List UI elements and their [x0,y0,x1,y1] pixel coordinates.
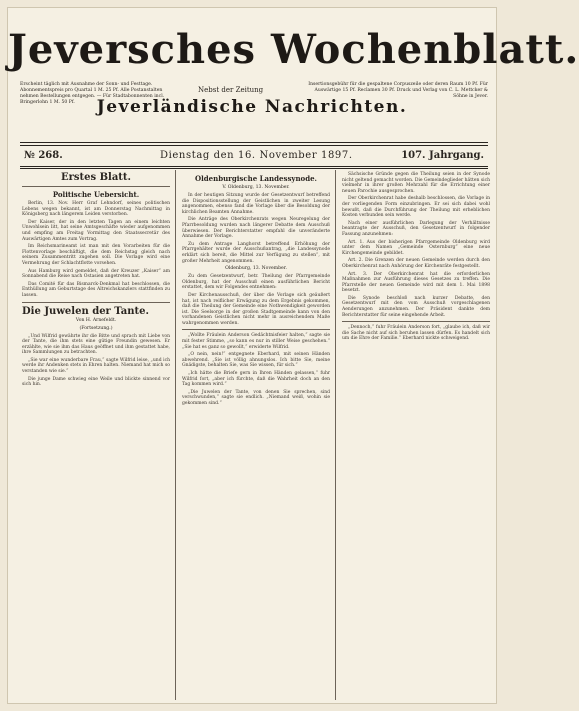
dateline [20,150,488,164]
article-paragraph: Die Anträge des Oberkirchenrats wegen Neuregelung der Pfarrbesoldung wurden nach längerer Debatte dem Ausschuß überwiesen. Der Berichterstatter empfahl die unveränderte Annahme der Vorlage. [182,217,330,240]
newspaper-page [8,8,579,703]
feuilleton-note: (Fortsetzung.) [79,325,113,331]
article-paragraph: Art. 1. Aus der bisherigen Pfarrgemeinde Oldenburg wird unter dem Namen „Gemeinde Osternburg“ eine neue Kirchengemeinde gebildet. [342,239,490,256]
article-heading: Oldenburgische Landessynode. [195,174,317,183]
divider-top-double [20,145,488,146]
column-3 [342,172,490,344]
article-paragraph: Sächsische Gründe gegen die Theilung seien in der Synode nicht geltend gemacht worden. Die Gemeindeglieder hätten sich vielmehr in ihrer großen Mehrzahl für die Errichtung einer neuen Parochie ausgesprochen. [342,172,490,194]
article-paragraph: Der Kirchenausschuß, der über die Vorlage sich geäußert hat, ist nach reiflicher Erwägung zu dem Ergebnis gekommen, daß die Theilung der Gemeinde eine Nothwendigkeit geworden ist. Die Seelsorge in der großen Stadtgemeinde kann von den vorhandenen Geistlichen nicht mehr in ausreichendem Maße wahrgenommen werden. [182,292,330,326]
newspaper-title: Jeversches Wochenblatt. [8,26,579,73]
advertising-info: Insertionsgebühr für die gespaltene Corpuszeile oder deren Raum 10 Pf. Für Auswärtige 15 Pf. Reclamen 30 Pf. Druck und Verlag von C. L. Mettcker & Söhne in Jever. [308,82,488,99]
article-dateline: V. Oldenburg, 13. November. [222,185,290,190]
divider-bottom-double [20,168,488,169]
article-paragraph: Nach einer ausführlichen Darlegung der Verhältnisse beantragte der Ausschuß, den Gesetzentwurf in folgender Fassung anzunehmen: [342,220,490,237]
feuilleton-paragraph: „Und Wilfrid gewährte ihr die Bitte und sprach mit Liebe von der Tante, die ihm stets eine gütige Freundin gewesen. Er erzählte, wie sie ihm das Haus geöffnet und ihm gestattet habe, ihre Sammlungen zu betrachten. [22,333,170,356]
article-paragraph: Berlin, 13. Nov. Herr Graf Lehndorf, seines politischen Lebens wegen bekannt, ist am Donnerstag Nachmittag in Königsberg nach längerem Leiden verstorben. [22,201,170,218]
feuilleton-paragraph: „Wollte Fräulein Anderson Gedächtnisfeier halten,“ sagte sie mit fester Stimme, „so kann es nur in stiller Weise geschehen.“ „Sie hat es ganz so gewollt,“ erwiderte Wilfrid. [182,333,330,350]
feuilleton-paragraph: „O nein, nein!“ entgegnete Eberhard, mit seinen Händen abwehrend. „Sie ist völlig ahnungslos. Ich bitte Sie, meine Gnädigste, behalten Sie, was Sie wissen, für sich.“ [182,352,330,369]
column-divider-2 [335,170,336,700]
feuilleton-paragraph: Die junge Dame schwieg eine Weile und blickte sinnend vor sich hin. [22,376,170,388]
article-paragraph: Zu dem Gesetzentwurf, betr. Theilung der Pfarrgemeinde Oldenburg, hat der Ausschuß einen ausführlichen Bericht erstattet, dem wir Folgendes entnehmen: [182,274,330,291]
article-paragraph: In der heutigen Sitzung wurde der Gesetzentwurf betreffend die Dispositionsstellung der Geistlichen in zweiter Lesung angenommen, ebenso fand die Vorlage über die Besoldung der kirchlichen Beamten Annahme. [182,193,330,215]
feuilleton-divider [22,302,170,303]
feuilleton-paragraph: „Dennoch,“ fuhr Fräulein Anderson fort, „glaube ich, daß wir die Sache nicht auf sich beruhen lassen dürfen. Es handelt sich um die Ehre der Familie.“ Eberhard nickte schweigend. [342,325,490,342]
divider-top [20,142,488,143]
section-divider [22,186,170,187]
feuilleton-paragraph: „Die Juwelen der Tante, von denen Sie sprechen, sind verschwunden,“ sagte sie endlich. „Niemand weiß, wohin sie gekommen sind.“ [182,389,330,406]
feuilleton-divider [342,321,490,322]
column-2 [182,172,330,409]
issue-year: 107. Jahrgang. [401,150,484,161]
issue-date: Dienstag den 16. November 1897. [160,150,353,161]
article-dateline: Oldenburg, 13. November. [225,266,287,272]
feuilleton-divider [182,329,330,330]
article-paragraph: Art. 2. Die Grenzen der neuen Gemeinde werden durch den Oberkirchenrat nach Anhörung der Kirchenräte festgestellt. [342,258,490,269]
article-paragraph: Das Comité für das Bismarck-Denkmal hat beschlossen, die Enthüllung am Geburtstage des Altreichskanzlers stattfinden zu lassen. [22,281,170,298]
article-paragraph: Im Reichsmarineamt ist man mit den Vorarbeiten für die Flottenvorlage beschäftigt, die dem Reichstag gleich nach seinem Zusammentritt zugehen soll. Die Vorlage wird eine Vermehrung der Schlachtflotte vorsehen. [22,244,170,266]
divider-bottom [20,166,488,167]
article-paragraph: Aus Hamburg wird gemeldet, daß der Kreuzer „Kaiser“ am Sonnabend die Reise nach Ostasien angetreten hat. [22,268,170,280]
article-paragraph: Die Synode beschloß nach kurzer Debatte, den Gesetzentwurf mit den vom Ausschuß vorgeschlagenen Aenderungen anzunehmen. Der Präsident dankte dem Berichterstatter für seine eingehende Arbeit. [342,295,490,318]
article-paragraph: Art. 3. Der Oberkirchenrat hat die erforderlichen Maßnahmen zur Ausführung dieses Gesetzes zu treffen. Die Pfarrstelle der neuen Gemeinde wird mit dem 1. Mai 1898 besetzt. [342,271,490,294]
article-paragraph: Der Oberkirchenrat habe deshalb beschlossen, die Vorlage in der vorliegenden Form einzubringen. Er sei sich dabei wohl bewußt, daß die Durchführung der Theilung mit erheblichen Kosten verbunden sein werde. [342,196,490,219]
feuilleton-paragraph: „Ich hätte die Briefe gern in Ihren Händen gelassen,“ fuhr Wilfrid fort, „aber ich fürchte, daß die Wahrheit doch an den Tag kommen wird.“ [182,371,330,388]
column-divider-1 [175,170,176,700]
issue-number: № 268. [24,150,63,161]
publication-info: Erscheint täglich mit Ausnahme der Sonn- und Festtage. Abonnementspreis pro Quartal 1 M. 25 Pf. Alle Postanstalten nehmen Bestellungen entgegen. — Für Stadtabonnenten incl. Bringerlohn 1 M. 50 Pf. [20,82,165,105]
newspaper-subtitle: Jeverländische Nachrichten. [96,97,408,117]
section-title: Erstes Blatt. [60,172,132,183]
nebst-der-zeitung: Nebst der Zeitung [198,86,264,94]
feuilleton-title: Die Juwelen der Tante. [22,305,150,317]
feuilleton-paragraph: „Sie war eine wunderbare Frau,“ sagte Wilfrid leise, „und ich werde ihr Andenken stets in Ehren halten. Niemand hat mich so verstanden wie sie.“ [22,357,170,375]
article-paragraph: Zu dem Antrage Langhorst betreffend Erhöhung der Pfarrgehälter wurde der Ausschußantrag, „die Landessynode erklärt sich bereit, die Mittel zur Verfügung zu stellen“, mit großer Mehrheit angenommen. [182,241,330,264]
column-1 [22,172,170,390]
article-heading: Politische Uebersicht. [52,190,140,199]
feuilleton-author: Von H. Arnefeldt. [75,317,117,323]
article-paragraph: Der Kaiser, der in den letzten Tagen an einem leichten Unwohlsein litt, hat seine Amtsgeschäfte wieder aufgenommen und empfing am Freitag Vormittag den Staatssecretär des Auswärtigen Amtes zum Vortrag. [22,219,170,242]
